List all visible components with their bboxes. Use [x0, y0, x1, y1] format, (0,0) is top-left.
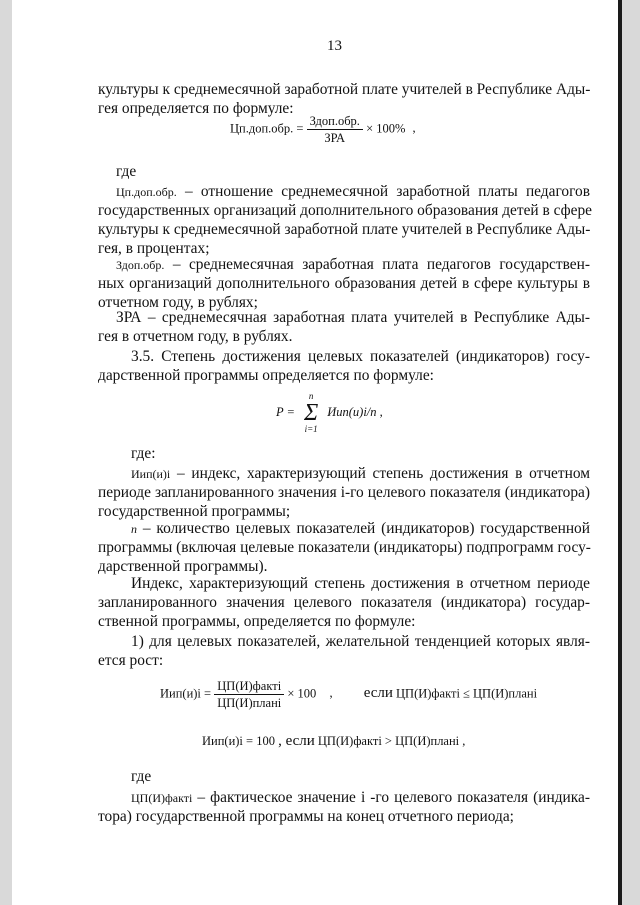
text-line: гея определяется по формуле: — [98, 100, 294, 117]
formula-sum — [276, 392, 383, 434]
text-line: гея, в процентах; — [98, 240, 210, 257]
list-item: 1) для целевых показателей, желательной тенденцией которых явля- — [131, 633, 590, 650]
text-line: дарственной программы). — [98, 558, 268, 575]
formula-lhs: Иип(и)i = — [160, 686, 212, 701]
text-line: культуры к среднемесячной заработной плате учителей в Республике Ады- — [98, 81, 591, 98]
text-line: государственных организаций дополнительного образования детей в сфере — [98, 202, 592, 219]
definition-line: n – количество целевых показателей (индикаторов) государственной — [131, 520, 590, 537]
definition-symbol: Цп.доп.обр. — [116, 185, 177, 199]
formula-end: , — [379, 404, 383, 419]
formula-tail: × 100 — [287, 686, 317, 701]
definition-line: ЦП(И)фактi – фактическое значение i -го целевого показателя (индика- — [131, 789, 590, 806]
where-label: где — [116, 163, 137, 180]
formula-index-cap — [202, 733, 465, 750]
formula-comma: , — [329, 686, 333, 701]
formula-denominator: ЦП(И)планi — [217, 696, 282, 710]
page-number: 13 — [327, 38, 342, 54]
text-line: программы (включая целевые показатели (индикаторы) подпрограмм госу- — [98, 539, 591, 556]
formula-numerator: ЦП(И)фактi — [214, 678, 284, 695]
section-heading: 3.5. Степень достижения целевых показателей (индикаторов) госу- — [131, 348, 590, 365]
formula-numerator: Здоп.обр. — [307, 113, 363, 130]
where-label: где: — [131, 445, 156, 462]
text-line: ных организаций дополнительного образования детей в сфере культуры в — [98, 275, 590, 292]
text-line: государственной программы; — [98, 503, 291, 520]
document-page — [12, 0, 622, 905]
formula-if: , если — [278, 733, 315, 749]
formula-end: , — [462, 734, 466, 748]
formula-lhs: Цп.доп.обр. = — [230, 121, 304, 136]
definition-line: Цп.доп.обр. – отношение среднемесячной заработной платы педагогов — [116, 183, 590, 200]
formula-lhs: P = — [276, 404, 295, 419]
formula-fraction — [214, 678, 284, 711]
text-line: запланированного значения целевого показателя (индикатора) государ- — [98, 594, 590, 611]
formula-index-growth — [160, 678, 537, 711]
definition-symbol: Иип(и)i — [131, 467, 171, 481]
text-line: гея в отчетном году, в рублях. — [98, 328, 293, 345]
text-line: периоде запланированного значения i-го целевого показателя (индикатора) — [98, 484, 590, 501]
definition-line: Здоп.обр. – среднемесячная заработная плата педагогов государствен- — [116, 256, 590, 273]
where-label: где — [131, 768, 152, 785]
formula-denominator: ЗРА — [324, 131, 346, 145]
formula-fraction — [307, 113, 363, 146]
formula-tail: × 100% — [366, 121, 406, 136]
text-line: ЗРА – среднемесячная заработная плата учителей в Республике Ады- — [116, 309, 590, 326]
sum-lower-limit: i=1 — [304, 424, 318, 434]
definition-line: Иип(и)i – индекс, характеризующий степень достижения в отчетном — [131, 465, 590, 482]
text-line: отчетном году, в рублях; — [98, 294, 258, 311]
formula-ratio — [230, 113, 416, 146]
sigma-symbol: n Σ i=1 — [298, 392, 324, 434]
formula-body: Иип(и)i/n — [327, 404, 377, 419]
text-line: дарственной программы определяется по формуле: — [98, 367, 434, 384]
definition-symbol: Здоп.обр. — [116, 258, 165, 272]
formula-condition: ЦП(И)фактi ≤ ЦП(И)планi — [396, 686, 538, 701]
text-line: Индекс, характеризующий степень достижения в отчетном периоде — [131, 575, 590, 592]
definition-symbol: n — [131, 522, 137, 536]
sum-upper-limit: n — [308, 391, 314, 401]
text-line: ственной программы, определяется по формуле: — [98, 613, 416, 630]
formula-condition: ЦП(И)фактi > ЦП(И)планi — [317, 734, 460, 748]
text-line: культуры к среднемесячной заработной плате учителей в Республике Ады- — [98, 221, 591, 238]
text-line: ется рост: — [98, 652, 164, 669]
formula-end: , — [412, 121, 416, 136]
text-line: тора) государственной программы на конец отчетного периода; — [98, 808, 514, 825]
definition-symbol: ЦП(И)фактi — [131, 791, 193, 805]
formula-lhs: Иип(и)i = 100 — [202, 734, 275, 748]
formula-if: если — [363, 685, 393, 702]
